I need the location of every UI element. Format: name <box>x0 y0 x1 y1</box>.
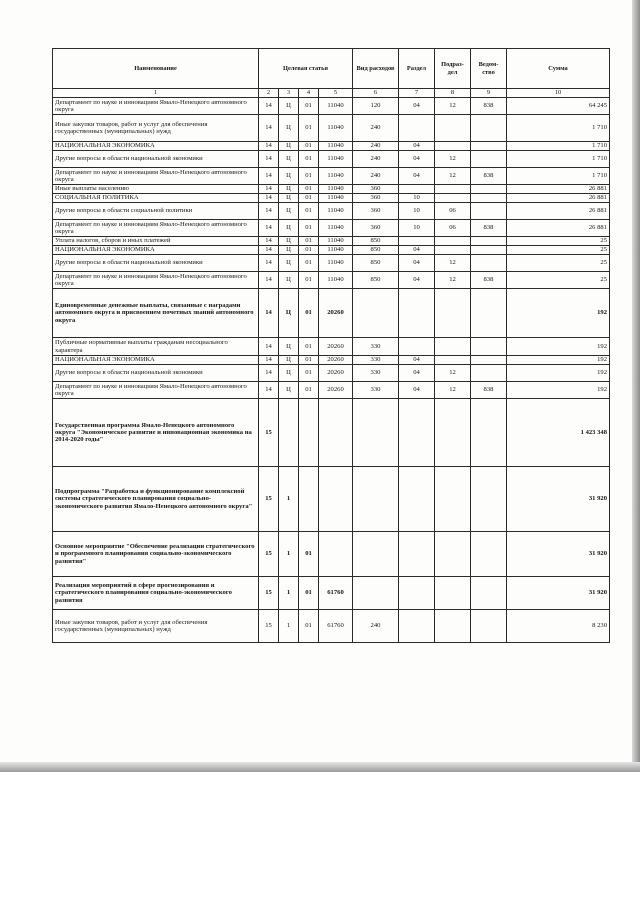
table-cell-code-measure: 01 <box>299 365 319 382</box>
table-cell-amount: 1 423 348 <box>507 399 610 467</box>
header-subsection: Подраз-дел <box>435 49 471 89</box>
column-number: 8 <box>435 89 471 98</box>
table-cell-expense-type: 330 <box>353 356 399 365</box>
table-cell-code-measure: 01 <box>299 272 319 289</box>
table-cell-code-measure: 01 <box>299 532 319 577</box>
table-cell-section <box>399 237 435 246</box>
table-cell-subsection <box>435 338 471 356</box>
table-cell-code-program: 14 <box>259 203 279 220</box>
table-cell-code-measure: 01 <box>299 610 319 643</box>
page-edge-shadow <box>632 0 640 770</box>
table-cell-code-direction <box>319 467 353 532</box>
table-cell-code-subprogram: Ц <box>279 194 299 203</box>
table-cell-expense-type <box>353 467 399 532</box>
table-cell-subsection <box>435 399 471 467</box>
table-cell-section: 04 <box>399 151 435 168</box>
table-cell-code-measure <box>299 399 319 467</box>
table-cell-department: 838 <box>471 272 507 289</box>
table-cell-section <box>399 289 435 338</box>
table-cell-amount: 192 <box>507 338 610 356</box>
table-cell-code-measure: 01 <box>299 142 319 151</box>
column-number: 10 <box>507 89 610 98</box>
table-cell-subsection: 06 <box>435 203 471 220</box>
table-cell-name: Уплата налогов, сборов и иных платежей <box>53 237 259 246</box>
table-cell-code-program: 15 <box>259 399 279 467</box>
table-cell-name: Департамент по науке и инновациям Ямало-Ненецкого автономного округа <box>53 98 259 115</box>
table-cell-code-program: 15 <box>259 532 279 577</box>
table-cell-code-subprogram: Ц <box>279 168 299 185</box>
table-cell-amount: 8 230 <box>507 610 610 643</box>
table-cell-name: Другие вопросы в области социальной политики <box>53 203 259 220</box>
table-cell-name: Департамент по науке и инновациям Ямало-Ненецкого автономного округа <box>53 220 259 237</box>
table-cell-subsection <box>435 237 471 246</box>
table-cell-amount: 192 <box>507 382 610 399</box>
table-cell-code-direction: 11040 <box>319 185 353 194</box>
table-cell-name: Реализация мероприятий в сфере прогнозирования и стратегического планирования социально-экономического развития <box>53 577 259 610</box>
table-cell-amount: 26 881 <box>507 220 610 237</box>
table-row <box>53 338 610 356</box>
table-cell-code-subprogram: 1 <box>279 532 299 577</box>
table-cell-code-direction: 61760 <box>319 610 353 643</box>
table-cell-code-subprogram: Ц <box>279 255 299 272</box>
table-cell-code-measure: 01 <box>299 151 319 168</box>
table-cell-code-program: 14 <box>259 185 279 194</box>
table-cell-code-measure: 01 <box>299 220 319 237</box>
column-number: 5 <box>319 89 353 98</box>
table-cell-expense-type: 850 <box>353 272 399 289</box>
page-edge-shadow <box>0 762 640 772</box>
table-cell-subsection <box>435 356 471 365</box>
table-cell-section: 04 <box>399 382 435 399</box>
table-cell-amount: 64 245 <box>507 98 610 115</box>
table-cell-code-direction: 11040 <box>319 98 353 115</box>
table-cell-code-program: 14 <box>259 289 279 338</box>
column-number-row <box>53 89 610 98</box>
table-cell-amount: 31 920 <box>507 467 610 532</box>
column-number: 3 <box>279 89 299 98</box>
table-cell-code-program: 14 <box>259 142 279 151</box>
table-cell-department <box>471 203 507 220</box>
table-cell-section <box>399 338 435 356</box>
table-cell-code-direction: 11040 <box>319 237 353 246</box>
header-amount: Сумма <box>507 49 610 89</box>
table-cell-subsection: 06 <box>435 220 471 237</box>
table-row <box>53 194 610 203</box>
table-cell-section <box>399 399 435 467</box>
table-header-row <box>53 49 610 89</box>
table-cell-section <box>399 185 435 194</box>
table-row <box>53 185 610 194</box>
column-number: 7 <box>399 89 435 98</box>
table-cell-amount: 25 <box>507 246 610 255</box>
table-cell-code-direction <box>319 399 353 467</box>
header-name: Наименование <box>53 49 259 89</box>
table-cell-amount: 25 <box>507 272 610 289</box>
table-cell-amount: 1 710 <box>507 168 610 185</box>
table-cell-code-measure: 01 <box>299 246 319 255</box>
table-cell-department <box>471 365 507 382</box>
table-cell-section <box>399 610 435 643</box>
table-cell-expense-type: 360 <box>353 220 399 237</box>
table-row <box>53 246 610 255</box>
table-cell-subsection <box>435 246 471 255</box>
table-cell-code-subprogram: Ц <box>279 246 299 255</box>
table-body <box>53 98 610 643</box>
table-cell-subsection: 12 <box>435 272 471 289</box>
table-cell-expense-type: 240 <box>353 168 399 185</box>
table-row <box>53 168 610 185</box>
table-cell-expense-type: 850 <box>353 246 399 255</box>
table-cell-amount: 192 <box>507 365 610 382</box>
table-cell-code-subprogram: Ц <box>279 272 299 289</box>
column-number: 4 <box>299 89 319 98</box>
table-cell-department: 838 <box>471 220 507 237</box>
column-number: 1 <box>53 89 259 98</box>
table-row <box>53 272 610 289</box>
table-row <box>53 382 610 399</box>
table-cell-section <box>399 467 435 532</box>
table-cell-department <box>471 151 507 168</box>
table-cell-code-direction: 11040 <box>319 115 353 142</box>
table-cell-name: Другие вопросы в области национальной экономики <box>53 365 259 382</box>
table-cell-code-program: 15 <box>259 610 279 643</box>
table-cell-department <box>471 338 507 356</box>
table-cell-expense-type: 850 <box>353 255 399 272</box>
table-cell-code-program: 14 <box>259 194 279 203</box>
table-row <box>53 365 610 382</box>
table-cell-code-program: 14 <box>259 98 279 115</box>
table-cell-subsection <box>435 289 471 338</box>
table-cell-section: 10 <box>399 194 435 203</box>
table-cell-code-subprogram: Ц <box>279 185 299 194</box>
table-cell-name: Департамент по науке и инновациям Ямало-Ненецкого автономного округа <box>53 272 259 289</box>
table-cell-code-direction: 11040 <box>319 272 353 289</box>
table-cell-department <box>471 467 507 532</box>
table-cell-code-measure: 01 <box>299 185 319 194</box>
table-cell-code-measure: 01 <box>299 382 319 399</box>
table-cell-amount: 192 <box>507 356 610 365</box>
table-cell-amount: 31 920 <box>507 577 610 610</box>
table-cell-code-subprogram: Ц <box>279 338 299 356</box>
table-cell-expense-type: 330 <box>353 382 399 399</box>
column-number: 2 <box>259 89 279 98</box>
table-cell-code-direction <box>319 532 353 577</box>
table-cell-section: 04 <box>399 168 435 185</box>
table-cell-expense-type: 360 <box>353 203 399 220</box>
table-cell-department: 838 <box>471 382 507 399</box>
table-cell-code-subprogram: Ц <box>279 98 299 115</box>
table-cell-code-subprogram: Ц <box>279 142 299 151</box>
table-cell-subsection <box>435 115 471 142</box>
table-cell-department <box>471 142 507 151</box>
table-cell-department <box>471 255 507 272</box>
table-cell-code-measure: 01 <box>299 115 319 142</box>
table-cell-department <box>471 356 507 365</box>
table-cell-section <box>399 115 435 142</box>
table-cell-code-subprogram: 1 <box>279 467 299 532</box>
table-cell-section: 10 <box>399 203 435 220</box>
table-cell-name: Иные выплаты населению <box>53 185 259 194</box>
table-cell-section: 04 <box>399 98 435 115</box>
table-cell-code-measure: 01 <box>299 255 319 272</box>
table-cell-code-program: 14 <box>259 246 279 255</box>
table-row <box>53 399 610 467</box>
table-cell-name: Другие вопросы в области национальной экономики <box>53 151 259 168</box>
table-cell-code-program: 14 <box>259 237 279 246</box>
table-row <box>53 532 610 577</box>
table-cell-name: Департамент по науке и инновациям Ямало-Ненецкого автономного округа <box>53 168 259 185</box>
table-cell-subsection <box>435 194 471 203</box>
table-cell-amount: 26 881 <box>507 185 610 194</box>
table-cell-code-measure: 01 <box>299 577 319 610</box>
table-row <box>53 610 610 643</box>
table-cell-expense-type: 120 <box>353 98 399 115</box>
table-cell-code-subprogram: Ц <box>279 203 299 220</box>
table-cell-name: Единовременные денежные выплаты, связанные с наградами автономного округа и присвоением почетных званий автономного округа <box>53 289 259 338</box>
table-cell-subsection: 12 <box>435 168 471 185</box>
table-cell-code-subprogram: Ц <box>279 365 299 382</box>
table-cell-code-direction: 11040 <box>319 194 353 203</box>
table-cell-department <box>471 194 507 203</box>
table-cell-expense-type: 240 <box>353 610 399 643</box>
table-cell-code-measure: 01 <box>299 338 319 356</box>
table-cell-department <box>471 577 507 610</box>
table-cell-code-program: 14 <box>259 272 279 289</box>
table-cell-code-program: 14 <box>259 115 279 142</box>
table-cell-code-direction: 11040 <box>319 151 353 168</box>
table-cell-department <box>471 237 507 246</box>
column-number: 9 <box>471 89 507 98</box>
table-cell-name: Подпрограмма "Разработка и функционирование комплексной системы стратегического планирования социально-экономического развития Ямало-Ненецкого автономного округа" <box>53 467 259 532</box>
table-cell-subsection <box>435 142 471 151</box>
table-row <box>53 98 610 115</box>
table-row <box>53 115 610 142</box>
table-cell-code-direction: 61760 <box>319 577 353 610</box>
table-cell-code-measure: 01 <box>299 98 319 115</box>
table-cell-code-measure: 01 <box>299 194 319 203</box>
header-department: Ведом-ство <box>471 49 507 89</box>
table-row <box>53 577 610 610</box>
table-cell-amount: 1 710 <box>507 151 610 168</box>
table-cell-code-measure <box>299 467 319 532</box>
table-row <box>53 203 610 220</box>
table-cell-expense-type <box>353 289 399 338</box>
table-cell-expense-type: 360 <box>353 185 399 194</box>
table-cell-department <box>471 185 507 194</box>
table-cell-code-direction: 20260 <box>319 338 353 356</box>
table-cell-subsection <box>435 532 471 577</box>
table-cell-code-measure: 01 <box>299 289 319 338</box>
table-cell-amount: 192 <box>507 289 610 338</box>
table-cell-code-program: 14 <box>259 255 279 272</box>
table-cell-subsection <box>435 185 471 194</box>
table-cell-name: Департамент по науке и инновациям Ямало-Ненецкого автономного округа <box>53 382 259 399</box>
column-number: 6 <box>353 89 399 98</box>
table-cell-code-direction: 11040 <box>319 168 353 185</box>
table-cell-amount: 1 710 <box>507 115 610 142</box>
table-cell-department: 838 <box>471 98 507 115</box>
table-cell-section: 04 <box>399 246 435 255</box>
table-cell-expense-type: 240 <box>353 151 399 168</box>
table-cell-code-subprogram <box>279 399 299 467</box>
table-cell-name: СОЦИАЛЬНАЯ ПОЛИТИКА <box>53 194 259 203</box>
table-cell-subsection: 12 <box>435 151 471 168</box>
table-row <box>53 356 610 365</box>
table-cell-code-direction: 11040 <box>319 203 353 220</box>
budget-table <box>52 48 610 643</box>
table-cell-code-measure: 01 <box>299 237 319 246</box>
table-cell-expense-type <box>353 532 399 577</box>
table-cell-code-direction: 20260 <box>319 382 353 399</box>
table-cell-code-subprogram: Ц <box>279 289 299 338</box>
table-cell-code-direction: 11040 <box>319 220 353 237</box>
table-cell-name: Иные закупки товаров, работ и услуг для обеспечения государственных (муниципальных) нужд <box>53 115 259 142</box>
table-cell-code-direction: 20260 <box>319 289 353 338</box>
table-cell-code-measure: 01 <box>299 203 319 220</box>
table-cell-code-direction: 20260 <box>319 356 353 365</box>
table-cell-amount: 25 <box>507 237 610 246</box>
table-row <box>53 151 610 168</box>
table-cell-code-program: 14 <box>259 151 279 168</box>
table-cell-subsection <box>435 610 471 643</box>
table-cell-code-measure: 01 <box>299 168 319 185</box>
table-cell-code-program: 15 <box>259 577 279 610</box>
table-cell-code-program: 14 <box>259 168 279 185</box>
table-row <box>53 220 610 237</box>
table-cell-code-program: 14 <box>259 338 279 356</box>
table-cell-code-subprogram: Ц <box>279 151 299 168</box>
table-row <box>53 237 610 246</box>
table-cell-code-direction: 11040 <box>319 142 353 151</box>
table-cell-code-measure: 01 <box>299 356 319 365</box>
table-cell-name: Иные закупки товаров, работ и услуг для обеспечения государственных (муниципальных) нужд <box>53 610 259 643</box>
table-cell-name: НАЦИОНАЛЬНАЯ ЭКОНОМИКА <box>53 246 259 255</box>
table-cell-code-program: 14 <box>259 356 279 365</box>
table-cell-code-direction: 11040 <box>319 246 353 255</box>
table-cell-code-subprogram: Ц <box>279 382 299 399</box>
table-cell-department: 838 <box>471 168 507 185</box>
table-cell-amount: 26 881 <box>507 203 610 220</box>
table-cell-code-subprogram: 1 <box>279 610 299 643</box>
table-cell-amount: 1 710 <box>507 142 610 151</box>
table-cell-name: Публичные нормативные выплаты гражданам несоциального характера <box>53 338 259 356</box>
table-cell-subsection: 12 <box>435 382 471 399</box>
table-cell-code-program: 15 <box>259 467 279 532</box>
table-cell-code-direction: 20260 <box>319 365 353 382</box>
table-cell-section: 04 <box>399 142 435 151</box>
table-cell-section: 04 <box>399 356 435 365</box>
table-cell-section: 04 <box>399 255 435 272</box>
table-cell-expense-type: 850 <box>353 237 399 246</box>
table-cell-department <box>471 610 507 643</box>
header-expense-type: Вид расходов <box>353 49 399 89</box>
table-row <box>53 255 610 272</box>
table-cell-expense-type: 240 <box>353 142 399 151</box>
table-cell-code-subprogram: Ц <box>279 115 299 142</box>
table-cell-expense-type <box>353 577 399 610</box>
table-cell-department <box>471 289 507 338</box>
table-cell-amount: 25 <box>507 255 610 272</box>
table-cell-section <box>399 532 435 577</box>
table-cell-amount: 31 920 <box>507 532 610 577</box>
table-cell-code-subprogram: Ц <box>279 220 299 237</box>
table-cell-code-subprogram: Ц <box>279 356 299 365</box>
table-cell-amount: 26 881 <box>507 194 610 203</box>
table-cell-name: Основное мероприятие "Обеспечение реализации стратегического и программного планирования социально-экономического развития" <box>53 532 259 577</box>
table-cell-section <box>399 577 435 610</box>
table-row <box>53 289 610 338</box>
header-section: Раздел <box>399 49 435 89</box>
header-target-article: Целевая статья <box>259 49 353 89</box>
table-cell-subsection <box>435 467 471 532</box>
table-cell-department <box>471 115 507 142</box>
table-cell-code-program: 14 <box>259 220 279 237</box>
table-cell-subsection: 12 <box>435 365 471 382</box>
table-cell-subsection: 12 <box>435 255 471 272</box>
table-cell-name: Другие вопросы в области национальной экономики <box>53 255 259 272</box>
table-cell-code-subprogram: Ц <box>279 237 299 246</box>
table-row <box>53 467 610 532</box>
table-cell-section: 10 <box>399 220 435 237</box>
table-cell-code-program: 14 <box>259 365 279 382</box>
table-cell-section: 04 <box>399 272 435 289</box>
table-cell-code-subprogram: 1 <box>279 577 299 610</box>
table-cell-code-program: 14 <box>259 382 279 399</box>
table-cell-department <box>471 246 507 255</box>
table-cell-section: 04 <box>399 365 435 382</box>
table-cell-code-direction: 11040 <box>319 255 353 272</box>
table-cell-department <box>471 399 507 467</box>
table-cell-expense-type: 360 <box>353 194 399 203</box>
table-row <box>53 142 610 151</box>
table-cell-department <box>471 532 507 577</box>
table-cell-expense-type: 330 <box>353 338 399 356</box>
table-cell-subsection: 12 <box>435 98 471 115</box>
table-cell-name: Государственная программа Ямало-Ненецкого автономного округа "Экономическое развитие и инновационная экономика на 2014-2020 годы" <box>53 399 259 467</box>
table-cell-name: НАЦИОНАЛЬНАЯ ЭКОНОМИКА <box>53 356 259 365</box>
table-cell-expense-type <box>353 399 399 467</box>
table-cell-expense-type: 240 <box>353 115 399 142</box>
table-cell-name: НАЦИОНАЛЬНАЯ ЭКОНОМИКА <box>53 142 259 151</box>
table-cell-expense-type: 330 <box>353 365 399 382</box>
table-cell-subsection <box>435 577 471 610</box>
